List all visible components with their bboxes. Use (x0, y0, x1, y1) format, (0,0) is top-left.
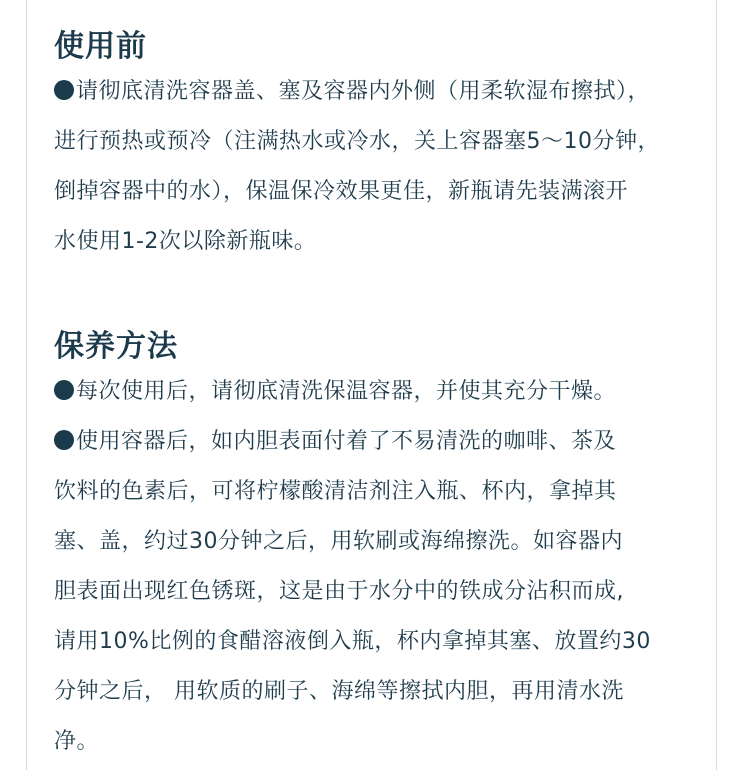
text-line: 饮料的色素后，可将柠檬酸清洁剂注入瓶、杯内，拿掉其 (54, 479, 617, 504)
paragraph (54, 367, 726, 417)
bullet-icon (54, 430, 74, 450)
section-heading: 保养方法 (54, 329, 178, 364)
section-heading: 使用前 (54, 29, 147, 64)
paragraph (54, 67, 726, 267)
section-before-use (54, 27, 726, 267)
bullet-icon (54, 380, 74, 400)
section-maintenance (54, 327, 726, 767)
text-line: 使用容器后，如内胆表面付着了不易清洗的咖啡、茶及 (54, 417, 726, 467)
paragraph (54, 417, 726, 767)
bullet-icon (54, 80, 74, 100)
text-line: 每次使用后，请彻底清洗保温容器，并使其充分干燥。 (54, 367, 726, 417)
text-line: 分钟之后， 用软质的刷子、海绵等擦拭内胆，再用清水洗 (54, 679, 624, 704)
text-line: 塞、盖，约过30分钟之后，用软刷或海绵擦洗。如容器内 (54, 529, 623, 554)
text-line: 进行预热或预冷（注满热水或冷水，关上容器塞5～10分钟， (54, 129, 660, 154)
text-line: 请用10%比例的食醋溶液倒入瓶，杯内拿掉其塞、放置约30 (54, 629, 651, 654)
text-line: 倒掉容器中的水），保温保冷效果更佳，新瓶请先装满滚开 (54, 179, 629, 204)
text-line: 净。 (54, 729, 100, 754)
text-line: 胆表面出现红色锈斑，这是由于水分中的铁成分沾积而成, (54, 579, 624, 604)
text-line: 请彻底清洗容器盖、塞及容器内外侧（用柔软湿布擦拭）， (54, 67, 726, 117)
text-line: 水使用1-2次以除新瓶味。 (54, 229, 317, 254)
